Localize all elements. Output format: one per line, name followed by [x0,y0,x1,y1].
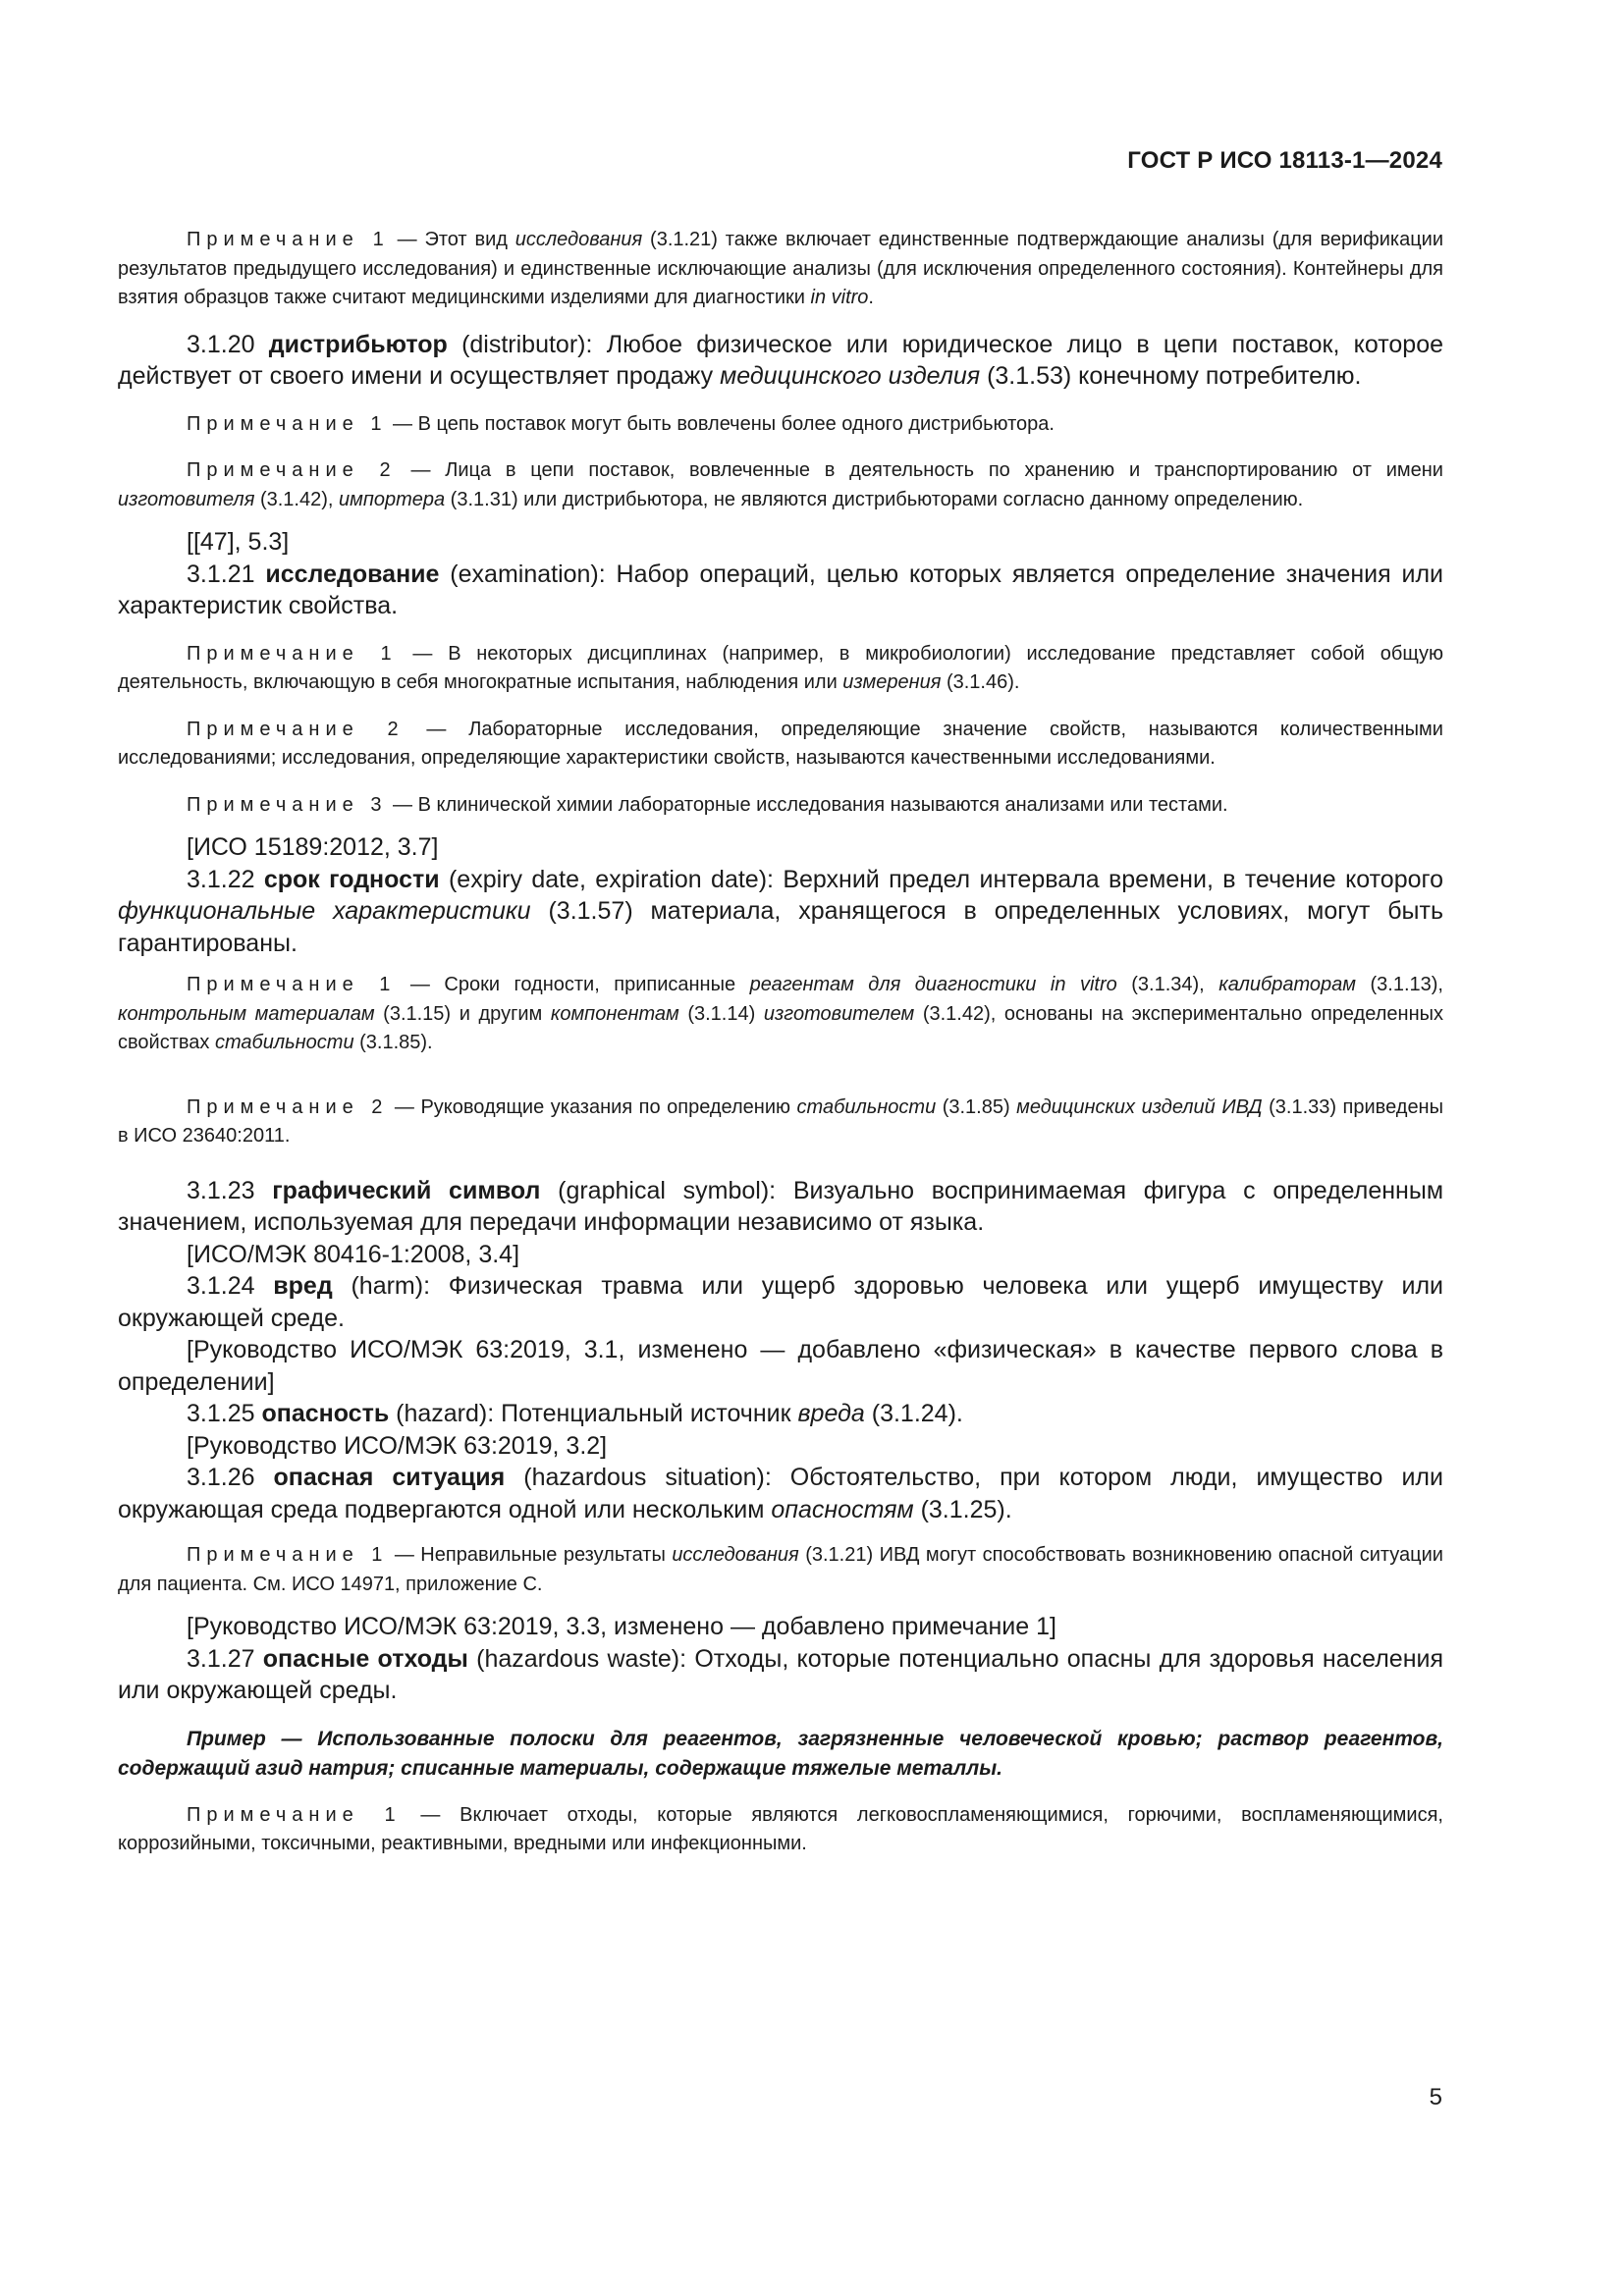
note-label: Примечание 1 [187,229,390,250]
term-name: дистрибьютор [268,330,448,358]
note-paragraph: Примечание 2 — Руководящие указания по определению стабильности (3.1.85) медицинских изделий ИВД (3.1.33) приведены в ИСО 23640:2011. [118,1095,1443,1147]
note-paragraph: Примечание 2 — Лабораторные исследования, определяющие значение свойств, называются количественными исследованиями; исследования, определяющие характеристики свойств, называются качественными исследованиями. [118,718,1443,769]
note-paragraph: Примечание 3 — В клинической химии лабораторные исследования называются анализами или тестами. [187,793,1228,816]
note-paragraph: Примечание 1 — Сроки годности, приписанные реагентам для диагностики in vitro (3.1.34), калибраторам (3.1.13), контрольным материалам (3.1.15) и другим компонентам (3.1.14) изготовителем (3.1.42), основаны на экспериментально определенных свойствах стабильности (3.1.85). [118,974,1443,1053]
note-paragraph: Примечание 1 — Включает отходы, которые являются легковоспламеняющимися, горючими, воспламеняющимися, коррозийными, токсичными, реактивными, вредными или инфекционными. [118,1803,1443,1854]
note-label: Примечание 1 [187,974,397,995]
example-paragraph: Пример — Использованные полоски для реагентов, загрязненные человеческой кровью; раствор реагентов, содержащий азид натрия; списанные материалы, содержащие тяжелые металлы. [118,1727,1443,1780]
note-label: Примечание 2 [187,718,405,740]
note-label: Примечание 1 [187,412,388,435]
reference-source: [Руководство ИСО/МЭК 63:2019, 3.2] [187,1431,608,1460]
term-name: вред [273,1272,333,1300]
page-content [118,226,1443,1859]
term-name: графический символ [272,1176,541,1204]
note-paragraph: Примечание 1 — Этот вид исследования (3.1.21) также включает единственные подтверждающие анализы (для верификации результатов предыдущего исследования) и единственные исключающие анализы (для исключения определенного состояния). Контейнеры для взятия образцов также считают медицинскими изделиями для диагностики in vitro. [118,229,1444,308]
page-number: 5 [1429,2084,1442,2110]
term-name: исследование [265,560,440,588]
term-name: срок годности [263,865,440,893]
term-definition-3-1-24: 3.1.24 вред (harm): Физическая травма или ущерб здоровью человека или ущерб имуществу или окружающей среде. [118,1272,1443,1332]
note-paragraph: Примечание 1 — В цепь поставок могут быть вовлечены более одного дистрибьютора. [187,412,1055,435]
note-label: Примечание 2 [187,1095,389,1118]
term-definition-3-1-21: 3.1.21 исследование (examination): Набор операций, целью которых является определение значения или характеристик свойства. [118,560,1443,619]
term-name: опасная ситуация [273,1464,506,1491]
reference-source: [Руководство ИСО/МЭК 63:2019, 3.1, изменено — добавлено «физическая» в качестве первого слова в определении] [118,1336,1443,1396]
reference-source: [Руководство ИСО/МЭК 63:2019, 3.3, изменено — добавлено примечание 1] [187,1613,1056,1640]
term-name: опасность [261,1400,390,1427]
document-header: ГОСТ Р ИСО 18113-1—2024 [1127,147,1442,174]
note-label: Примечание 1 [187,1544,389,1566]
note-paragraph: Примечание 2 — Лица в цепи поставок, вовлеченные в деятельность по хранению и транспортированию от имени изготовителя (3.1.42), импортера (3.1.31) или дистрибьютора, не являются дистрибьюторами согласно данному определению. [118,459,1443,510]
term-definition-3-1-22: 3.1.22 срок годности (expiry date, expiration date): Верхний предел интервала времени, в течение которого функциональные характеристики (3.1.57) материала, хранящегося в определенных условиях, могут быть гарантированы. [118,865,1443,957]
term-name: опасные отходы [262,1644,468,1673]
reference-source: [ИСО 15189:2012, 3.7] [187,833,439,861]
reference-source: [[47], 5.3] [187,528,290,556]
term-definition-3-1-27: 3.1.27 опасные отходы (hazardous waste): Отходы, которые потенциально опасны для здоровья населения или окружающей среды. [118,1644,1444,1704]
term-definition-3-1-26: 3.1.26 опасная ситуация (hazardous situation): Обстоятельство, при котором люди, имущество или окружающая среда подвергаются одной или нескольким опасностям (3.1.25). [118,1464,1443,1523]
term-definition-3-1-20: 3.1.20 дистрибьютор (distributor): Любое физическое или юридическое лицо в цепи поставок, которое действует от своего имени и осуществляет продажу медицинского изделия (3.1.53) конечному потребителю. [118,330,1444,390]
note-label: Примечание 1 [187,1803,402,1826]
reference-source: [ИСО/МЭК 80416-1:2008, 3.4] [187,1240,520,1268]
note-label: Примечание 1 [187,642,398,665]
term-definition-3-1-25: 3.1.25 опасность (hazard): Потенциальный источник вреда (3.1.24). [187,1400,963,1427]
term-definition-3-1-23: 3.1.23 графический символ (graphical symbol): Визуально воспринимаемая фигура с определенным значением, используемая для передачи информации независимо от языка. [118,1176,1443,1236]
note-label: Примечание 3 [187,793,388,816]
note-label: Примечание 2 [187,459,397,481]
note-paragraph: Примечание 1 — В некоторых дисциплинах (например, в микробиологии) исследование представляет собой общую деятельность, включающую в себя многократные испытания, наблюдения или измерения (3.1.46). [118,642,1443,693]
note-paragraph: Примечание 1 — Неправильные результаты исследования (3.1.21) ИВД могут способствовать возникновению опасной ситуации для пациента. См. ИСО 14971, приложение С. [118,1544,1443,1595]
